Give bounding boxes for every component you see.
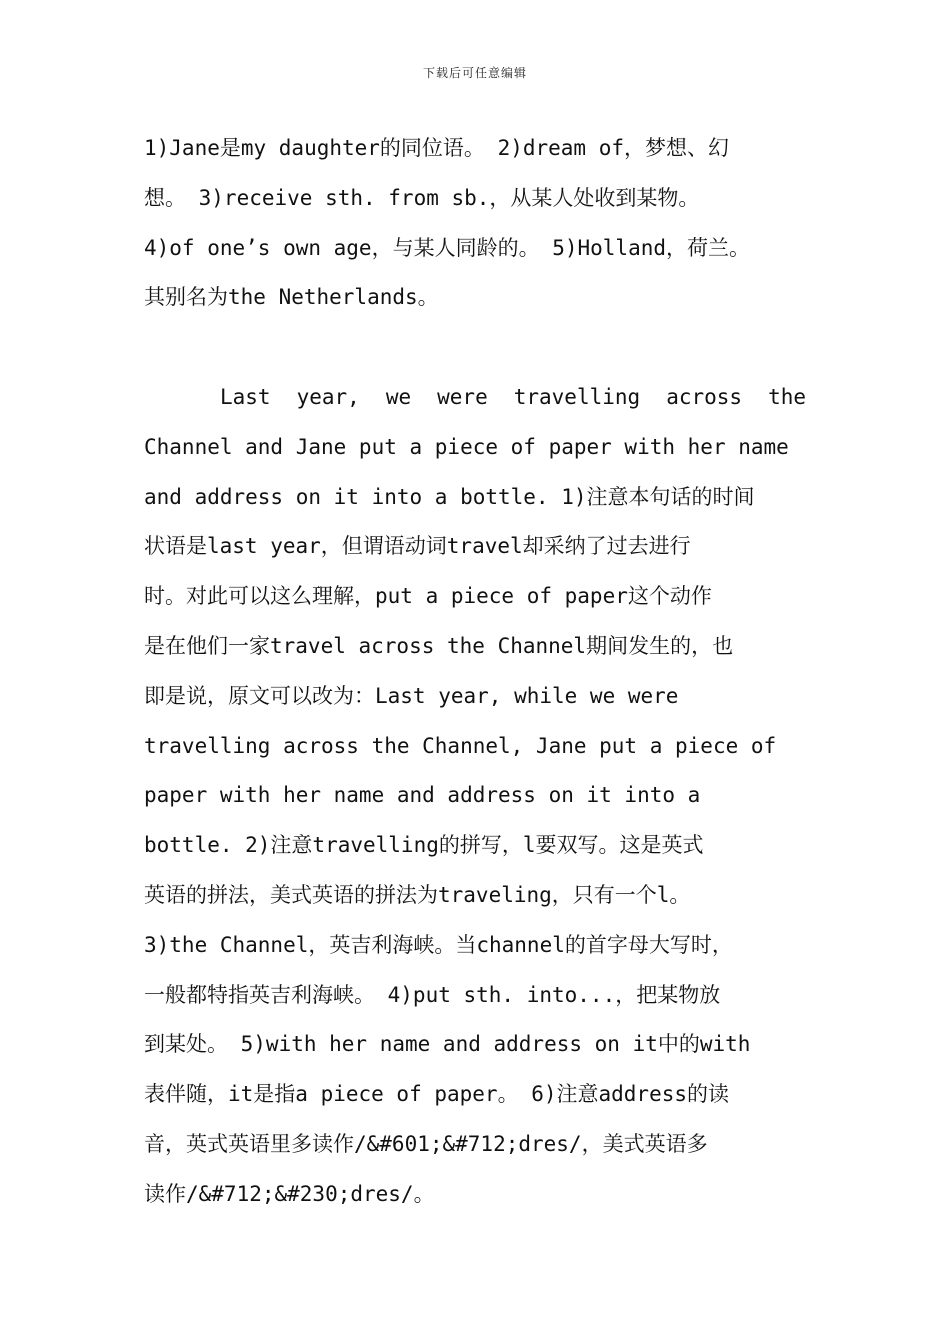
text-line: 是在他们一家travel across the Channel期间发生的，也 <box>144 633 734 658</box>
text-line: Channel and Jane put a piece of paper with her name <box>144 434 789 459</box>
text-line-content: 1)Jane是my daughter的同位语。 2)dream of，梦想、幻 <box>144 136 730 160</box>
text-line: 音，英式英语里多读作/&#601;&#712;dres/，美式英语多 <box>144 1131 708 1156</box>
text-line: 读作/&#712;&#230;dres/。 <box>144 1181 435 1206</box>
word: Last <box>220 384 271 409</box>
first-line <box>144 373 806 423</box>
text-line: 状语是last year，但谓语动词travel却采纳了过去进行 <box>144 534 691 559</box>
text-line: 到某处。 5)with her name and address on it中的with <box>144 1032 751 1057</box>
document-body <box>144 124 806 1220</box>
main-paragraph <box>144 373 806 1220</box>
word: year, <box>296 384 360 409</box>
text-line: and address on it into a bottle. 1)注意本句话的时间 <box>144 484 755 509</box>
word: we <box>385 384 412 409</box>
text-line: 想。 3)receive sth. from sb.，从某人处收到某物。 <box>144 185 700 210</box>
word: the <box>768 384 806 409</box>
notes-paragraph <box>144 124 806 323</box>
word: across <box>666 384 743 409</box>
text-line: 4)of one’s own age，与某人同龄的。 5)Holland，荷兰。 <box>144 235 751 260</box>
text-line: 即是说，原文可以改为：Last year, while we were <box>144 683 679 708</box>
text-line: 3)the Channel，英吉利海峡。当channel的首字母大写时， <box>144 932 733 957</box>
word: travelling <box>513 384 641 409</box>
text-line: paper with her name and address on it into a <box>144 783 701 808</box>
text-line: travelling across the Channel, Jane put a piece of <box>144 733 777 758</box>
text-line: 英语的拼法，美式英语的拼法为traveling，只有一个l。 <box>144 882 691 907</box>
paragraph-gap <box>144 323 806 373</box>
word: were <box>437 384 488 409</box>
text-line: 表伴随，it是指a piece of paper。 6)注意address的读 <box>144 1082 730 1107</box>
text-line: 其别名为the Netherlands。 <box>144 285 439 310</box>
text-line: bottle. 2)注意travelling的拼写，l要双写。这是英式 <box>144 833 704 858</box>
text-line <box>144 124 806 174</box>
text-line: 一般都特指英吉利海峡。 4)put sth. into...，把某物放 <box>144 982 721 1007</box>
text-line: 时。对此可以这么理解，put a piece of paper这个动作 <box>144 584 712 609</box>
page-header: 下载后可任意编辑 <box>422 66 527 80</box>
